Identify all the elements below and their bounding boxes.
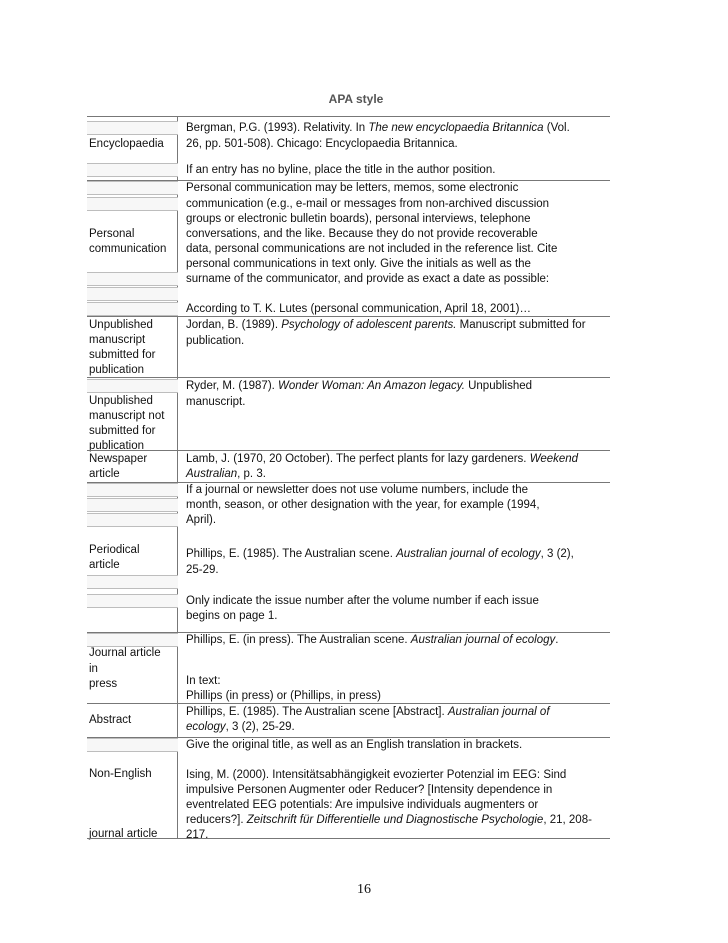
page-heading: APA style xyxy=(328,92,384,106)
cell-shading xyxy=(87,121,178,135)
row-label-cell xyxy=(87,451,178,482)
cell-shading xyxy=(87,575,178,589)
cell-shading xyxy=(87,163,178,177)
reference-text-line: Phillips (in press) or (Phillips, in press) xyxy=(186,690,381,702)
row-label-cell xyxy=(87,483,178,632)
reference-text-line: If an entry has no byline, place the title in the author position. xyxy=(186,164,496,176)
reference-text-line: 217. xyxy=(186,829,209,841)
reference-text-line: eventrelated EEG potentials: Are impulsive individuals augmenters or xyxy=(186,799,539,811)
row-label: communication xyxy=(89,243,167,255)
row-label-cell xyxy=(87,378,178,450)
reference-text-line: Jordan, B. (1989). Psychology of adolescent parents. Manuscript submitted for xyxy=(186,319,586,331)
reference-text-line: communication (e.g., e-mail or messages from non-archived discussion xyxy=(186,198,550,210)
cell-shading xyxy=(87,181,178,195)
table-row-newspaper-article xyxy=(87,450,610,482)
reference-text-line: groups or electronic bulletin boards), personal interviews, telephone xyxy=(186,213,531,225)
row-label: Non-English xyxy=(89,768,152,780)
reference-text-line: If a journal or newsletter does not use volume numbers, include the xyxy=(186,484,528,496)
row-label: Unpublished xyxy=(89,395,153,407)
reference-text-line: Phillips, E. (1985). The Australian scene. Australian journal of ecology, 3 (2), xyxy=(186,548,574,560)
row-label: publication xyxy=(89,440,144,452)
cell-shading xyxy=(87,302,178,316)
row-label: Abstract xyxy=(89,714,132,726)
reference-text-line: Give the original title, as well as an English translation in brackets. xyxy=(186,739,523,751)
reference-text-line: Ising, M. (2000). Intensitätsabhängigkeit evozierter Potenzial im EEG: Sind xyxy=(186,769,567,781)
cell-shading xyxy=(87,594,178,608)
reference-text-line: Bergman, P.G. (1993). Relativity. In The new encyclopaedia Britannica (Vol. xyxy=(186,122,570,134)
table-bottom-rule xyxy=(87,838,610,839)
row-label: submitted for xyxy=(89,425,156,437)
table-row-unpublished-manuscript-not-submitted-for-publication xyxy=(87,377,610,450)
table-row-periodical-article xyxy=(87,482,610,632)
reference-text-line: reducers?]. Zeitschrift für Differentielle und Diagnostische Psychologie, 21, 208- xyxy=(186,814,592,826)
cell-shading xyxy=(87,513,178,527)
reference-text-line: Only indicate the issue number after the volume number if each issue xyxy=(186,595,539,607)
table-row-unpublished-manuscript-submitted-for-publication xyxy=(87,316,610,377)
row-label: publication xyxy=(89,364,144,376)
row-label: Unpublished xyxy=(89,319,153,331)
reference-text-line: Lamb, J. (1970, 20 October). The perfect plants for lazy gardeners. Weekend xyxy=(186,453,579,465)
row-label: submitted for xyxy=(89,349,156,361)
row-label: Journal article xyxy=(89,647,161,659)
row-label-cell xyxy=(87,704,178,737)
page-number: 16 xyxy=(357,882,371,897)
row-label-cell xyxy=(87,181,178,316)
table-row-abstract xyxy=(87,703,610,737)
reference-text-line: 25-29. xyxy=(186,564,219,576)
reference-text-line: manuscript. xyxy=(186,396,246,408)
cell-shading xyxy=(87,483,178,497)
cell-shading xyxy=(87,379,178,393)
row-label: Personal xyxy=(89,228,135,240)
reference-text-line: Australian, p. 3. xyxy=(186,468,266,480)
row-label: manuscript xyxy=(89,334,146,346)
row-label-cell xyxy=(87,633,178,703)
cell-shading xyxy=(87,197,178,211)
reference-text-line: Personal communication may be letters, memos, some electronic xyxy=(186,182,519,194)
reference-text-line: Phillips, E. (1985). The Australian scene [Abstract]. Australian journal of xyxy=(186,706,550,718)
reference-text-line: April). xyxy=(186,514,217,526)
cell-shading xyxy=(87,498,178,512)
table-row-journal-article-in-press xyxy=(87,632,610,703)
reference-text-line: impulsive Personen Augmenter oder Reducer? [Intensity dependence in xyxy=(186,784,553,796)
row-label: Periodical xyxy=(89,544,140,556)
row-label-cell xyxy=(87,317,178,377)
reference-text-line: month, season, or other designation with the year, for example (1994, xyxy=(186,499,540,511)
row-label: article xyxy=(89,468,120,480)
cell-shading xyxy=(87,272,178,286)
row-label: Encyclopaedia xyxy=(89,138,164,150)
reference-text-line: personal communications in text only. Give the initials as well as the xyxy=(186,258,531,270)
reference-text-line: According to T. K. Lutes (personal communication, April 18, 2001)… xyxy=(186,303,531,315)
row-label: press xyxy=(89,678,118,690)
table-row-encyclopaedia xyxy=(87,116,610,180)
reference-text-line: ecology, 3 (2), 25-29. xyxy=(186,721,295,733)
row-label-cell xyxy=(87,117,178,180)
row-label: journal article xyxy=(89,828,158,840)
row-label-cell xyxy=(87,738,178,838)
reference-text-line: surname of the communicator, and provide as exact a date as possible: xyxy=(186,273,550,285)
reference-text-line: conversations, and the like. Because they do not provide recoverable xyxy=(186,228,538,240)
reference-text-line: Phillips, E. (in press). The Australian scene. Australian journal of ecology. xyxy=(186,634,559,646)
row-label: article xyxy=(89,559,120,571)
row-label: in xyxy=(89,663,98,675)
reference-text-line: Ryder, M. (1987). Wonder Woman: An Amazon legacy. Unpublished xyxy=(186,380,533,392)
table-row-non-english-journal-article xyxy=(87,737,610,841)
reference-text-line: data, personal communications are not included in the reference list. Cite xyxy=(186,243,558,255)
reference-text-line: publication. xyxy=(186,335,245,347)
cell-shading xyxy=(87,738,178,752)
cell-shading xyxy=(87,287,178,301)
row-label: Newspaper xyxy=(89,453,148,465)
reference-text-line: 26, pp. 501-508). Chicago: Encyclopaedia Britannica. xyxy=(186,138,458,150)
reference-text-line: begins on page 1. xyxy=(186,610,278,622)
table-row-personal-communication xyxy=(87,180,610,316)
row-label: manuscript not xyxy=(89,410,165,422)
reference-text-line: In text: xyxy=(186,675,221,687)
cell-shading xyxy=(87,633,178,647)
